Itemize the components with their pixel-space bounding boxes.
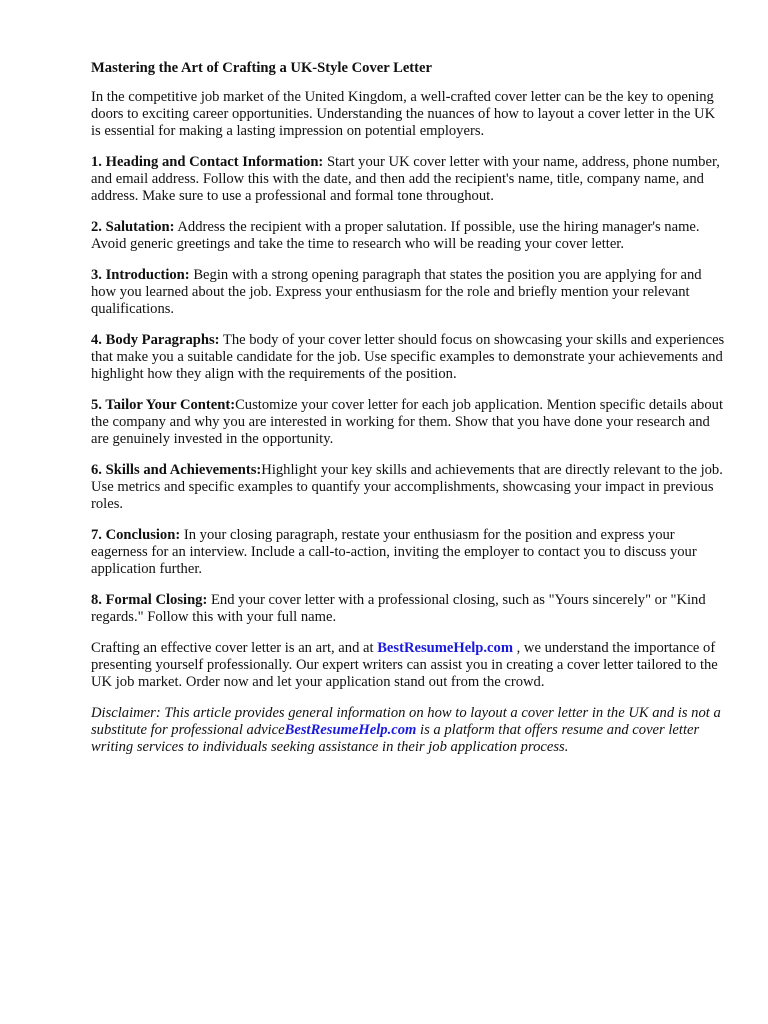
- section-body: Start your UK cover letter with your name, address, phone number, and email address. Follow this with the date, and then add the recipient's name, title, company name, and address. Make sure to use a professional and formal tone throughout.: [91, 154, 720, 204]
- document-page: [91, 60, 727, 770]
- document-title: Mastering the Art of Crafting a UK-Style Cover Letter: [91, 60, 432, 76]
- section-body: Address the recipient with a proper salutation. If possible, use the hiring manager's name. Avoid generic greetings and take the time to research who will be reading your cover letter.: [91, 219, 700, 252]
- section-introduction: [91, 267, 727, 318]
- section-body: Begin with a strong opening paragraph that states the position you are applying for and how you learned about the job. Express your enthusiasm for the role and briefly mention your relevant qualifications.: [91, 267, 702, 317]
- section-heading: 4. Body Paragraphs:: [91, 332, 220, 348]
- disclaimer-bestresumehelp-link[interactable]: BestResumeHelp.com: [284, 722, 417, 738]
- section-body: The body of your cover letter should focus on showcasing your skills and experiences that make you a suitable candidate for the job. Use specific examples to demonstrate your achievements and highlight how they align with the requirements of the position.: [91, 332, 725, 382]
- section-heading: 1. Heading and Contact Information:: [91, 154, 324, 170]
- section-body: In your closing paragraph, restate your enthusiasm for the position and express your eagerness for an interview. Include a call-to-action, inviting the employer to contact you to discuss your application further.: [91, 527, 697, 577]
- section-tailor-content: [91, 397, 727, 448]
- section-heading: 6. Skills and Achievements:: [91, 462, 262, 478]
- section-body: End your cover letter with a professional closing, such as "Yours sincerely" or "Kind regards." Follow this with your full name.: [91, 592, 706, 625]
- section-salutation: [91, 219, 727, 253]
- section-heading-contact: [91, 154, 727, 205]
- section-body: Customize your cover letter for each job application. Mention specific details about the company and why you are interested in working for them. Show that you have done your research and are genuinely invested in the opportunity.: [91, 397, 723, 447]
- section-heading: 3. Introduction:: [91, 267, 190, 283]
- section-skills: [91, 462, 727, 513]
- section-formal-closing: [91, 592, 727, 626]
- section-body-paragraphs: [91, 332, 727, 383]
- section-heading: 5. Tailor Your Content:: [91, 397, 236, 413]
- disclaimer-paragraph: [91, 705, 727, 756]
- section-heading: 7. Conclusion:: [91, 527, 181, 543]
- section-heading: 2. Salutation:: [91, 219, 175, 235]
- closing-text-before: Crafting an effective cover letter is an art, and at: [91, 640, 378, 656]
- disclaimer-text-before: Disclaimer: This article provides general information on how to layout a cover letter in the UK and is not a substitute for professional advice: [91, 705, 721, 738]
- closing-text-after: , we understand the importance of presenting yourself professionally. Our expert writers can assist you in creating a cover letter tailored to the UK job market. Order now and let your application stand out from the crowd.: [91, 640, 718, 690]
- bestresumehelp-link[interactable]: BestResumeHelp.com: [377, 640, 513, 656]
- intro-paragraph: In the competitive job market of the United Kingdom, a well-crafted cover letter can be the key to opening doors to exciting career opportunities. Understanding the nuances of how to layout a cover letter in the UK is essential for making a lasting impression on potential employers.: [91, 89, 716, 139]
- closing-paragraph: [91, 640, 727, 691]
- section-heading: 8. Formal Closing:: [91, 592, 208, 608]
- disclaimer-text-after: is a platform that offers resume and cover letter writing services to individuals seeking assistance in their job application process.: [91, 722, 700, 755]
- section-conclusion: [91, 527, 727, 578]
- section-body: Highlight your key skills and achievements that are directly relevant to the job. Use metrics and specific examples to quantify your accomplishments, showcasing your impact in previous roles.: [91, 462, 723, 512]
